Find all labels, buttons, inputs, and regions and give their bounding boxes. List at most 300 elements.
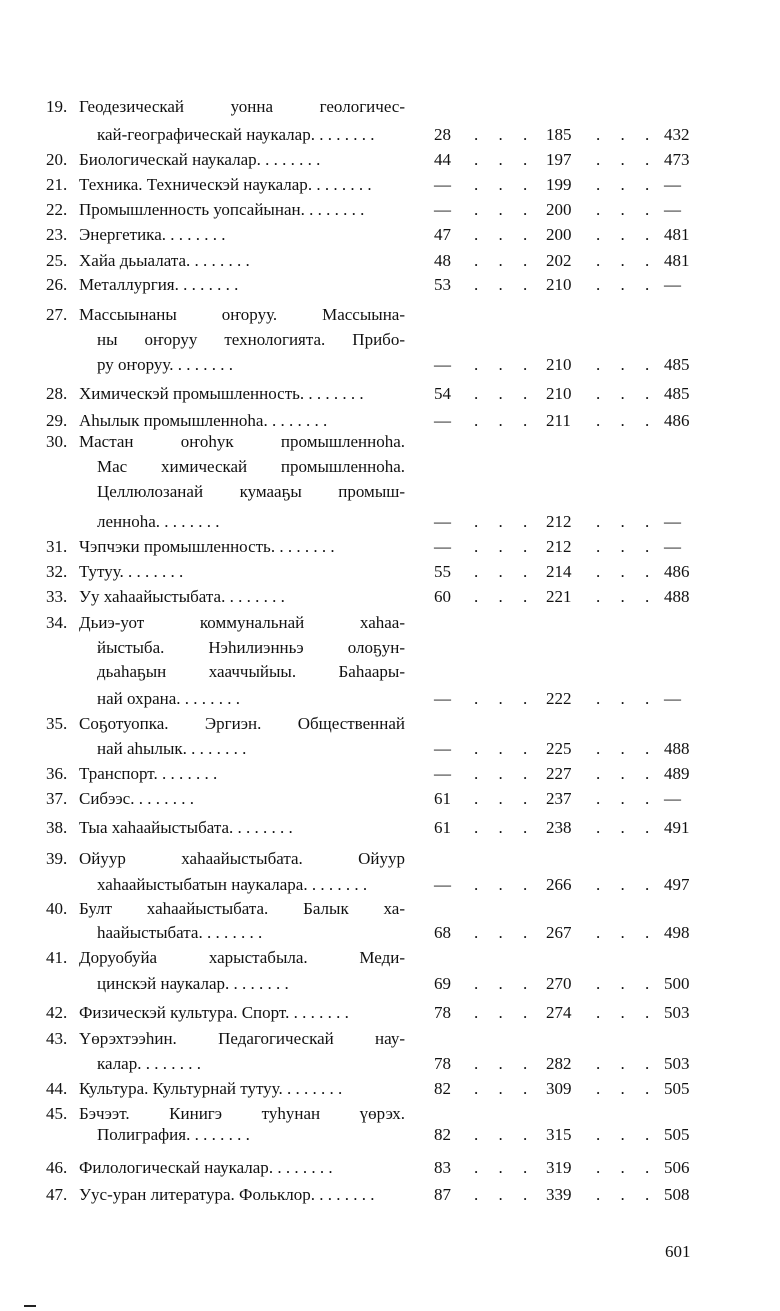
column-2-value: 315 xyxy=(546,1125,572,1144)
column-1-value: 78 xyxy=(434,1054,451,1073)
column-1-value: 55 xyxy=(434,562,451,581)
column-3-value: — xyxy=(664,537,681,556)
dot-leader: . . . xyxy=(596,1125,658,1144)
column-3-value: — xyxy=(664,789,681,808)
toc-entry xyxy=(0,561,780,583)
dot-leader: . . . xyxy=(596,512,658,531)
column-1-value: — xyxy=(434,411,451,430)
column-3-value: 498 xyxy=(664,923,690,942)
entry-title-text: Физическэй культура. Спорт xyxy=(79,1003,286,1022)
column-1-value: — xyxy=(434,764,451,783)
column-2-value: 197 xyxy=(546,150,572,169)
dot-leader: . . . xyxy=(474,355,536,374)
entry-title xyxy=(79,817,405,839)
toc-entry xyxy=(0,763,780,785)
toc-entry xyxy=(0,1157,780,1179)
entry-title xyxy=(97,973,405,995)
dot-leader: . . . xyxy=(596,1003,658,1022)
dot-leader: . . . xyxy=(596,875,658,894)
toc-entry xyxy=(0,1002,780,1024)
entry-title: ны оҥоруу технологията. Прибо- xyxy=(97,330,405,349)
column-2-value: 221 xyxy=(546,587,572,606)
entry-title: Ойуур хаһаайыстыбата. Ойуур xyxy=(79,849,405,868)
dot-leader: . . . xyxy=(596,175,658,194)
entry-number: 38. xyxy=(46,818,68,837)
column-1-value: 28 xyxy=(434,125,451,144)
dot-leader: . . . xyxy=(596,384,658,403)
dot-leader: . . . xyxy=(596,125,658,144)
toc-entry xyxy=(0,96,780,118)
column-3-value: 485 xyxy=(664,384,690,403)
dot-leader: . . . xyxy=(596,1158,658,1177)
dot-leader: . . . xyxy=(474,562,536,581)
toc-entry xyxy=(0,612,780,634)
entry-number: 39. xyxy=(46,849,68,868)
dot-leader: . . . xyxy=(474,200,536,219)
entry-number: 32. xyxy=(46,562,68,581)
dot-leader: . . . xyxy=(474,974,536,993)
column-2-value: 339 xyxy=(546,1185,572,1204)
dot-leader: . . . xyxy=(474,1054,536,1073)
column-2-value: 210 xyxy=(546,275,572,294)
entry-number: 29. xyxy=(46,411,68,430)
column-2-value: 212 xyxy=(546,512,572,531)
entry-title xyxy=(79,1184,405,1206)
entry-title xyxy=(79,763,405,785)
dot-leader: . . . xyxy=(474,764,536,783)
entry-number: 37. xyxy=(46,789,68,808)
column-2-value: 210 xyxy=(546,384,572,403)
dot-leader: . . . xyxy=(596,818,658,837)
dot-leader: . . . . . . . . xyxy=(174,275,239,294)
entry-number: 34. xyxy=(46,613,68,632)
dot-leader: . . . xyxy=(596,225,658,244)
toc-entry xyxy=(0,304,780,326)
entry-title-text: Хайа дьыалата xyxy=(79,251,187,270)
entry-title-text: Культура. Культурнай тутуу xyxy=(79,1079,279,1098)
dot-leader: . . . xyxy=(596,562,658,581)
column-1-value: — xyxy=(434,875,451,894)
entry-title-text: ру оҥоруу xyxy=(97,355,170,374)
column-2-value: 238 xyxy=(546,818,572,837)
column-2-value: 225 xyxy=(546,739,572,758)
column-3-value: 503 xyxy=(664,1003,690,1022)
column-3-value: 500 xyxy=(664,974,690,993)
dot-leader: . . . . . . . . xyxy=(130,789,194,808)
dot-leader: . . . xyxy=(474,537,536,556)
column-1-value: — xyxy=(434,175,451,194)
column-1-value: 53 xyxy=(434,275,451,294)
column-1-value: — xyxy=(434,537,451,556)
toc-entry-continuation xyxy=(0,738,780,760)
dot-leader: . . . . . . . . xyxy=(161,225,226,244)
column-1-value: 44 xyxy=(434,150,451,169)
column-1-value: — xyxy=(434,355,451,374)
entry-title-text: Аһылык промышленноһа xyxy=(79,411,264,430)
column-1-value: — xyxy=(434,512,451,531)
dot-leader: . . . xyxy=(596,1054,658,1073)
entry-title xyxy=(79,149,405,171)
column-1-value: 61 xyxy=(434,789,451,808)
entry-number: 33. xyxy=(46,587,68,606)
column-2-value: 266 xyxy=(546,875,572,894)
column-3-value: 489 xyxy=(664,764,690,783)
entry-number: 36. xyxy=(46,764,68,783)
entry-title xyxy=(97,1053,405,1075)
entry-title-text: най аһылык xyxy=(97,739,183,758)
column-3-value: — xyxy=(664,275,681,294)
column-2-value: 210 xyxy=(546,355,572,374)
scan-mark xyxy=(24,1305,36,1307)
column-1-value: — xyxy=(434,739,451,758)
dot-leader: . . . . . . . . xyxy=(307,175,372,194)
column-2-value: 202 xyxy=(546,251,572,270)
entry-number: 47. xyxy=(46,1185,68,1204)
column-1-value: 69 xyxy=(434,974,451,993)
entry-title: Үөрэхтээһин. Педагогическай нау- xyxy=(79,1029,405,1048)
dot-leader: . . . . . . . . xyxy=(155,512,220,531)
dot-leader: . . . xyxy=(474,923,536,942)
dot-leader: . . . xyxy=(474,1125,536,1144)
entry-title: Геодезическай уонна геологичес- xyxy=(79,97,405,116)
toc-entry-continuation xyxy=(0,124,780,146)
entry-number: 20. xyxy=(46,150,68,169)
column-3-value: 486 xyxy=(664,562,690,581)
entry-number: 31. xyxy=(46,537,68,556)
column-2-value: 200 xyxy=(546,200,572,219)
dot-leader: . . . xyxy=(596,1079,658,1098)
column-2-value: 211 xyxy=(546,411,571,430)
toc-entry-continuation xyxy=(0,1053,780,1075)
entry-title xyxy=(97,688,405,710)
toc-entry-continuation xyxy=(0,637,780,659)
dot-leader: . . . . . . . . xyxy=(270,537,335,556)
dot-leader: . . . xyxy=(596,587,658,606)
dot-leader: . . . xyxy=(596,537,658,556)
dot-leader: . . . xyxy=(474,275,536,294)
dot-leader: . . . xyxy=(474,875,536,894)
toc-entry-continuation xyxy=(0,922,780,944)
entry-title-text: Уус-уран литература. Фольклор xyxy=(79,1185,311,1204)
toc-entry xyxy=(0,713,780,735)
column-3-value: 481 xyxy=(664,225,690,244)
toc-entry-continuation xyxy=(0,874,780,896)
entry-title xyxy=(97,874,405,896)
column-3-value: 505 xyxy=(664,1125,690,1144)
column-2-value: 319 xyxy=(546,1158,572,1177)
entry-number: 46. xyxy=(46,1158,68,1177)
entry-title-text: Металлургия xyxy=(79,275,175,294)
dot-leader: . . . xyxy=(474,789,536,808)
dot-leader: . . . . . . . . xyxy=(182,739,247,758)
column-3-value: 505 xyxy=(664,1079,690,1098)
entry-title-text: Филологическай наукалар xyxy=(79,1158,269,1177)
entry-title xyxy=(97,354,405,376)
entry-title: Бэчээт. Кинигэ туһунан үөрэх. xyxy=(79,1104,405,1123)
dot-leader: . . . . . . . . xyxy=(137,1054,201,1073)
toc-entry xyxy=(0,1078,780,1100)
entry-number: 35. xyxy=(46,714,68,733)
entry-title xyxy=(79,224,405,246)
entry-title-text: най охрана xyxy=(97,689,177,708)
entry-title-text: Сибээс xyxy=(79,789,131,808)
entry-title: Мас химическай промышленноһа. xyxy=(97,457,405,476)
column-2-value: 212 xyxy=(546,537,572,556)
entry-title xyxy=(79,586,405,608)
toc-entry xyxy=(0,250,780,272)
toc-entry-continuation xyxy=(0,511,780,533)
dot-leader: . . . . . . . . xyxy=(303,875,368,894)
entry-number: 22. xyxy=(46,200,68,219)
entry-title-text: Чэпчэки промышленность xyxy=(79,537,271,556)
column-3-value: 486 xyxy=(664,411,690,430)
toc-entry xyxy=(0,274,780,296)
column-3-value: 485 xyxy=(664,355,690,374)
toc-entry xyxy=(0,224,780,246)
column-2-value: 199 xyxy=(546,175,572,194)
dot-leader: . . . . . . . . xyxy=(186,251,250,270)
dot-leader: . . . xyxy=(474,384,536,403)
dot-leader: . . . . . . . . xyxy=(278,1079,343,1098)
entry-title-text: һаайыстыбата xyxy=(97,923,199,942)
dot-leader: . . . . . . . . xyxy=(263,411,328,430)
entry-number: 19. xyxy=(46,97,68,116)
entry-title xyxy=(79,250,405,272)
entry-title: Доруобуйа харыстабыла. Меди- xyxy=(79,948,405,967)
dot-leader: . . . . . . . . xyxy=(221,587,285,606)
entry-title xyxy=(79,383,405,405)
toc-entry xyxy=(0,848,780,870)
column-3-value: 506 xyxy=(664,1158,690,1177)
entry-title xyxy=(79,274,405,296)
entry-title-text: Энергетика xyxy=(79,225,162,244)
entry-title: Массыынаны оҥоруу. Массыына- xyxy=(79,305,405,324)
entry-title-text: Техника. Техническэй наукалар xyxy=(79,175,308,194)
column-3-value: 491 xyxy=(664,818,690,837)
column-3-value: — xyxy=(664,512,681,531)
column-1-value: 82 xyxy=(434,1079,451,1098)
dot-leader: . . . xyxy=(596,150,658,169)
dot-leader: . . . xyxy=(474,512,536,531)
column-2-value: 270 xyxy=(546,974,572,993)
entry-title-text: кай-географическай наукалар xyxy=(97,125,311,144)
toc-entry xyxy=(0,1103,780,1125)
dot-leader: . . . xyxy=(596,789,658,808)
column-3-value: 488 xyxy=(664,587,690,606)
entry-title xyxy=(97,1124,405,1146)
entry-title: Булт хаһаайыстыбата. Балык ха- xyxy=(79,899,405,918)
entry-number: 25. xyxy=(46,251,68,270)
column-2-value: 227 xyxy=(546,764,572,783)
column-2-value: 274 xyxy=(546,1003,572,1022)
toc-entry-continuation xyxy=(0,1124,780,1146)
column-3-value: 432 xyxy=(664,125,690,144)
dot-leader: . . . xyxy=(474,587,536,606)
entry-title xyxy=(79,536,405,558)
entry-number: 43. xyxy=(46,1029,68,1048)
entry-title-text: Тыа хаһаайыстыбата xyxy=(79,818,230,837)
dot-leader: . . . . . . . . xyxy=(256,150,321,169)
column-3-value: 488 xyxy=(664,739,690,758)
dot-leader: . . . . . . . . xyxy=(299,384,364,403)
toc-entry xyxy=(0,1028,780,1050)
entry-title xyxy=(79,1002,405,1024)
entry-title-text: Полиграфия xyxy=(97,1125,187,1144)
entry-title-text: хаһаайыстыбатын наукалара xyxy=(97,875,304,894)
toc-entry xyxy=(0,788,780,810)
toc-entry-continuation xyxy=(0,688,780,710)
dot-leader: . . . xyxy=(474,175,536,194)
entry-title xyxy=(79,788,405,810)
dot-leader: . . . xyxy=(474,1079,536,1098)
column-2-value: 309 xyxy=(546,1079,572,1098)
dot-leader: . . . . . . . . xyxy=(300,200,365,219)
dot-leader: . . . xyxy=(596,764,658,783)
entry-number: 26. xyxy=(46,275,68,294)
column-1-value: 82 xyxy=(434,1125,451,1144)
column-1-value: 48 xyxy=(434,251,451,270)
dot-leader: . . . xyxy=(596,355,658,374)
column-3-value: 508 xyxy=(664,1185,690,1204)
column-1-value: — xyxy=(434,200,451,219)
dot-leader: . . . xyxy=(474,125,536,144)
dot-leader: . . . . . . . . xyxy=(229,818,293,837)
dot-leader: . . . . . . . . xyxy=(225,974,289,993)
column-1-value: 54 xyxy=(434,384,451,403)
dot-leader: . . . . . . . . xyxy=(310,1185,375,1204)
page-number: 601 xyxy=(665,1242,691,1261)
dot-leader: . . . . . . . . xyxy=(310,125,375,144)
toc-entry-continuation xyxy=(0,329,780,351)
column-1-value: 83 xyxy=(434,1158,451,1177)
entry-title: Целлюлозанай кумааҕы промыш- xyxy=(97,482,405,501)
column-1-value: — xyxy=(434,689,451,708)
entry-title: йыстыба. Нэһилиэнньэ олоҕун- xyxy=(97,638,405,657)
entry-title xyxy=(97,922,405,944)
toc-entry-continuation xyxy=(0,456,780,478)
entry-number: 45. xyxy=(46,1104,68,1123)
entry-title xyxy=(79,561,405,583)
column-1-value: 47 xyxy=(434,225,451,244)
entry-title: Дьиэ-уот коммунальнай хаһаа- xyxy=(79,613,405,632)
dot-leader: . . . xyxy=(474,251,536,270)
entry-number: 23. xyxy=(46,225,68,244)
toc-entry xyxy=(0,586,780,608)
dot-leader: . . . xyxy=(596,275,658,294)
column-3-value: — xyxy=(664,200,681,219)
dot-leader: . . . xyxy=(596,739,658,758)
entry-number: 41. xyxy=(46,948,68,967)
entry-title xyxy=(97,738,405,760)
entry-title: Мастан оҥоһук промышленноһа. xyxy=(79,432,405,451)
column-3-value: — xyxy=(664,175,681,194)
column-2-value: 282 xyxy=(546,1054,572,1073)
column-3-value: 473 xyxy=(664,150,690,169)
entry-number: 44. xyxy=(46,1079,68,1098)
entry-number: 30. xyxy=(46,432,68,451)
dot-leader: . . . . . . . . xyxy=(285,1003,349,1022)
dot-leader: . . . xyxy=(596,689,658,708)
dot-leader: . . . . . . . . xyxy=(268,1158,333,1177)
dot-leader: . . . xyxy=(474,818,536,837)
column-2-value: 200 xyxy=(546,225,572,244)
toc-entry xyxy=(0,431,780,453)
entry-number: 40. xyxy=(46,899,68,918)
entry-title-text: Тутуу xyxy=(79,562,120,581)
toc-entry xyxy=(0,1184,780,1206)
toc-entry-continuation xyxy=(0,481,780,503)
entry-title xyxy=(97,511,405,533)
column-1-value: 87 xyxy=(434,1185,451,1204)
dot-leader: . . . xyxy=(596,411,658,430)
entry-number: 42. xyxy=(46,1003,68,1022)
dot-leader: . . . xyxy=(474,411,536,430)
column-1-value: 68 xyxy=(434,923,451,942)
dot-leader: . . . xyxy=(474,1185,536,1204)
dot-leader: . . . xyxy=(596,923,658,942)
dot-leader: . . . . . . . . xyxy=(176,689,241,708)
toc-entry xyxy=(0,410,780,432)
dot-leader: . . . . . . . . xyxy=(119,562,184,581)
toc-entry-continuation xyxy=(0,973,780,995)
entry-title: Соҕотуопка. Эргиэн. Общественнай xyxy=(79,714,405,733)
entry-number: 27. xyxy=(46,305,68,324)
column-1-value: 61 xyxy=(434,818,451,837)
entry-title xyxy=(97,124,405,146)
dot-leader: . . . xyxy=(596,251,658,270)
entry-title-text: цинскэй наукалар xyxy=(97,974,226,993)
entry-title xyxy=(79,1157,405,1179)
dot-leader: . . . . . . . . xyxy=(169,355,233,374)
entry-title-text: Биологическай наукалар xyxy=(79,150,257,169)
entry-title xyxy=(79,199,405,221)
column-1-value: 78 xyxy=(434,1003,451,1022)
toc-entry xyxy=(0,947,780,969)
dot-leader: . . . xyxy=(596,1185,658,1204)
toc-entry xyxy=(0,149,780,171)
toc-entry xyxy=(0,817,780,839)
dot-leader: . . . xyxy=(474,225,536,244)
toc-entry xyxy=(0,174,780,196)
dot-leader: . . . xyxy=(596,200,658,219)
toc-entry xyxy=(0,383,780,405)
column-2-value: 214 xyxy=(546,562,572,581)
entry-title-text: Транспорт xyxy=(79,764,154,783)
column-2-value: 222 xyxy=(546,689,572,708)
entry-title xyxy=(79,410,405,432)
dot-leader: . . . . . . . . xyxy=(198,923,263,942)
column-1-value: 60 xyxy=(434,587,451,606)
entry-title-text: ленноһа xyxy=(97,512,156,531)
dot-leader: . . . xyxy=(474,1003,536,1022)
dot-leader: . . . xyxy=(474,1158,536,1177)
dot-leader: . . . . . . . . xyxy=(153,764,218,783)
entry-title xyxy=(79,1078,405,1100)
entry-title-text: Уу хаһаайыстыбата xyxy=(79,587,222,606)
toc-entry xyxy=(0,898,780,920)
column-3-value: — xyxy=(664,689,681,708)
entry-title-text: калар xyxy=(97,1054,138,1073)
column-2-value: 237 xyxy=(546,789,572,808)
toc-entry xyxy=(0,536,780,558)
column-2-value: 185 xyxy=(546,125,572,144)
column-3-value: 497 xyxy=(664,875,690,894)
dot-leader: . . . xyxy=(474,689,536,708)
entry-title-text: Промышленность уопсайынан xyxy=(79,200,301,219)
toc-entry-continuation xyxy=(0,661,780,683)
toc-entry xyxy=(0,199,780,221)
dot-leader: . . . xyxy=(474,739,536,758)
